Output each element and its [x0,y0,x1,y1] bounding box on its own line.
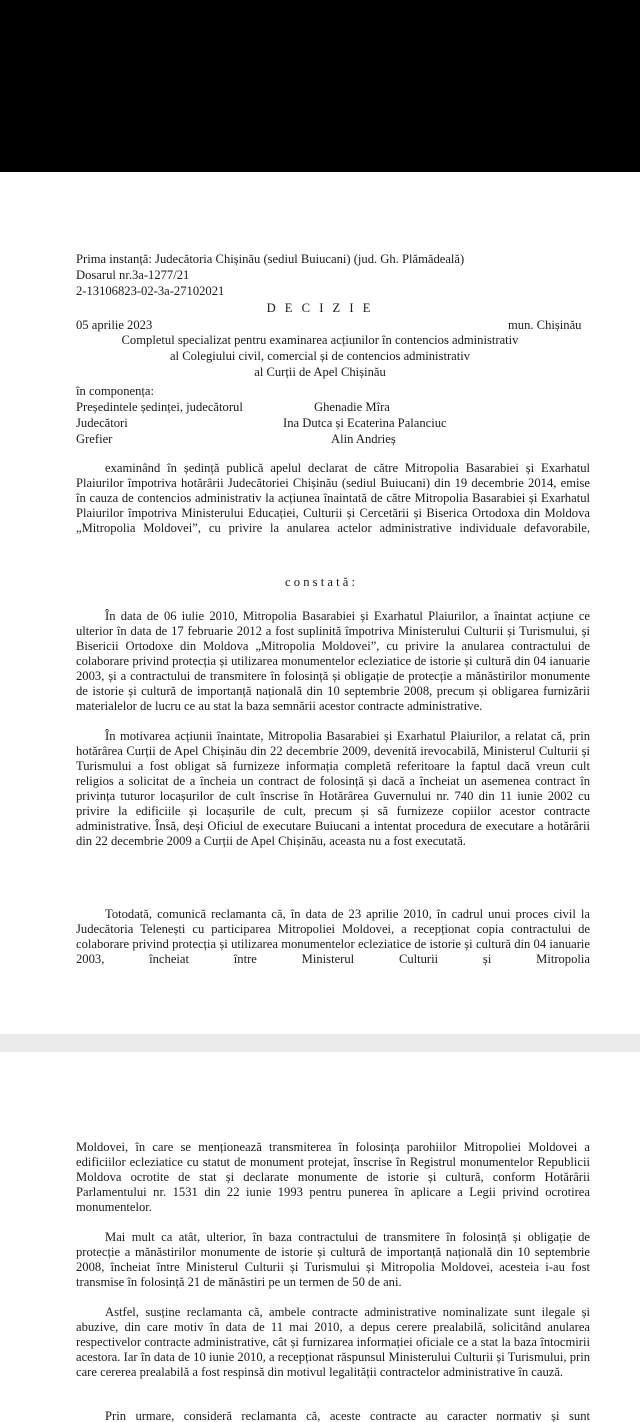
case-number: Dosarul nr.3a-1277/21 [76,268,190,282]
body-paragraph: Totodată, comunică reclamanta că, în data de 23 aprilie 2010, în cadrul unui proces civil la Judecătoria Telenești cu participarea Mitropoliei Moldovei, a recepționat copia contractului de colaborare privind protecția și utilizarea monumentelor ecleziatice de istorie și cultură din 04 ianuarie 2003, încheiat între Ministerul Culturii și Mitropolia [76,907,590,966]
body-paragraph: În motivarea acțiunii înaintate, Mitropolia Basarabiei și Exarhatul Plaiurilor, a relatat că, prin hotărârea Curții de Apel Chișinău din 22 decembrie 2009, devenită irevocabilă, Ministerul Culturii și Turismului a fost obligat să furnizeze informația completă referitoare la faptul dacă vreun cult religios a solicitat de a încheia un contract de folosință și dacă a încheiat un asemenea contract în privința tuturor locașurilor de cult înscrise în Hotărârea Guvernului nr. 740 din 11 iunie 2002 cu privire la edificiile și locașurile de cult, precum și să furnizeze copiilor acestor contracte administrative. Însă, deși Oficiul de executare Buiucani a intentat procedura de executare a hotărârii din 22 decembrie 2009 a Curții de Apel Chișinău, aceasta nu a fost executată. [76,729,590,848]
constata-heading: c o n s t a t ă : [285,575,355,589]
body-paragraph: Mai mult ca atât, ulterior, în baza contractului de transmitere în folosință și obligație de protecție a mănăstirilor monumente de istorie și cultură de importanță națională din 10 septembrie 2008, încheiat între Ministerul Culturii și Turismului și Mitropolia Moldovei, acesteia i-au fost transmise în folosință 21 de mănăstiri pe un termen de 50 de ani. [76,1230,590,1289]
body-paragraph: Prin urmare, consideră reclamanta că, aceste contracte au caracter normativ și sunt [105,1409,590,1422]
document-title: D E C I Z I E [266,301,374,315]
court-line-2: al Colegiului civil, comercial și de contencios administrativ [169,349,471,363]
body-paragraph: Moldovei, în care se menționează transmiterea în folosința parohiilor Mitropoliei Moldovei a edificiilor ecleziatice cu statut de monument protejat, înscrise în Registrul monumentelor Republicii Moldova ocrotite de stat și declarate monumente de istorie și cultură, conform Hotărârii Parlamentului nr. 1531 din 22 iunie 1993 pentru punerea în aplicare a Legii privind ocrotirea monumentelor. [76,1140,590,1214]
composition-name: Alin Andrieș [331,432,396,446]
decision-date: 05 aprilie 2023 [76,318,153,332]
composition-name: Ina Dutca și Ecaterina Palanciuc [283,416,447,430]
intro-paragraph: examinând în ședință publică apelul declarat de către Mitropolia Basarabiei și Exarhatul Plaiurilor împotriva hotărârii Judecătoriei Chișinău (sediul Buiucani) din 19 decembrie 2014, emise în cauza de contencios administrativ la acțiunea înaintată de către Mitropolia Basarabiei și Exarhatul Plaiurilor împotriva Ministerului Educației, Culturii și Cercetării și Biserica Ortodoxa din Moldova „Mitropolia Moldovei”, cu privire la anularea actelor administrative individuale defavorabile, [76,461,590,535]
composition-role: Grefier [76,432,113,446]
composition-role: Președintele ședinței, judecătorul [76,400,243,414]
page-separator [0,1034,640,1052]
court-line-3: al Curții de Apel Chișinău [254,365,386,379]
document-page-1 [0,172,640,1034]
case-code: 2-13106823-02-3a-27102021 [76,284,225,298]
decision-location: mun. Chișinău [508,318,582,332]
court-line-1: Completul specializat pentru examinarea acțiunilor în contencios administrativ [121,333,519,347]
body-paragraph: Astfel, susține reclamanta că, ambele contracte administrative nominalizate sunt ilegale și abuzive, din care motiv în data de 11 mai 2010, a depus cerere prealabilă, solicitând anularea respectivelor contracte administrative, cât și furnizarea informației oficiale ce a stat la baza întocmirii acestora. Iar în data de 10 iunie 2010, a recepționat răspunsul Ministerului Culturii și Turismului, prin care cererea prealabilă a fost respinsă din motivul legalității contractelor administrative în cauză. [76,1305,590,1379]
first-instance-line: Prima instanță: Judecătoria Chișinău (sediul Buiucani) (jud. Gh. Plămădeală) [76,252,465,266]
body-paragraph: În data de 06 iulie 2010, Mitropolia Basarabiei și Exarhatul Plaiurilor, a înaintat acțiune ce ulterior în data de 17 februarie 2012 a fost suplinită împotriva Ministerului Culturii și Turismului, și Bisericii Ortodoxe din Moldova „Mitropolia Moldovei”, cu privire la anularea contractului de colaborare privind protecția și utilizarea monumentelor ecleziatice de istorie și cultură din 04 ianuarie 2003, și a contractului de transmitere în folosință și obligație de protecție a mănăstirilor monumente de istorie și cultură de importanță națională din 10 septembrie 2008, precum și obligarea furnizării materialelor de lucru ce au stat la baza semnării acestor contracte administrative. [76,609,590,713]
composition-name: Ghenadie Mîra [314,400,390,414]
document-page-2 [0,1052,640,1422]
composition-label: în componența: [76,384,154,398]
composition-role: Judecători [76,416,128,430]
